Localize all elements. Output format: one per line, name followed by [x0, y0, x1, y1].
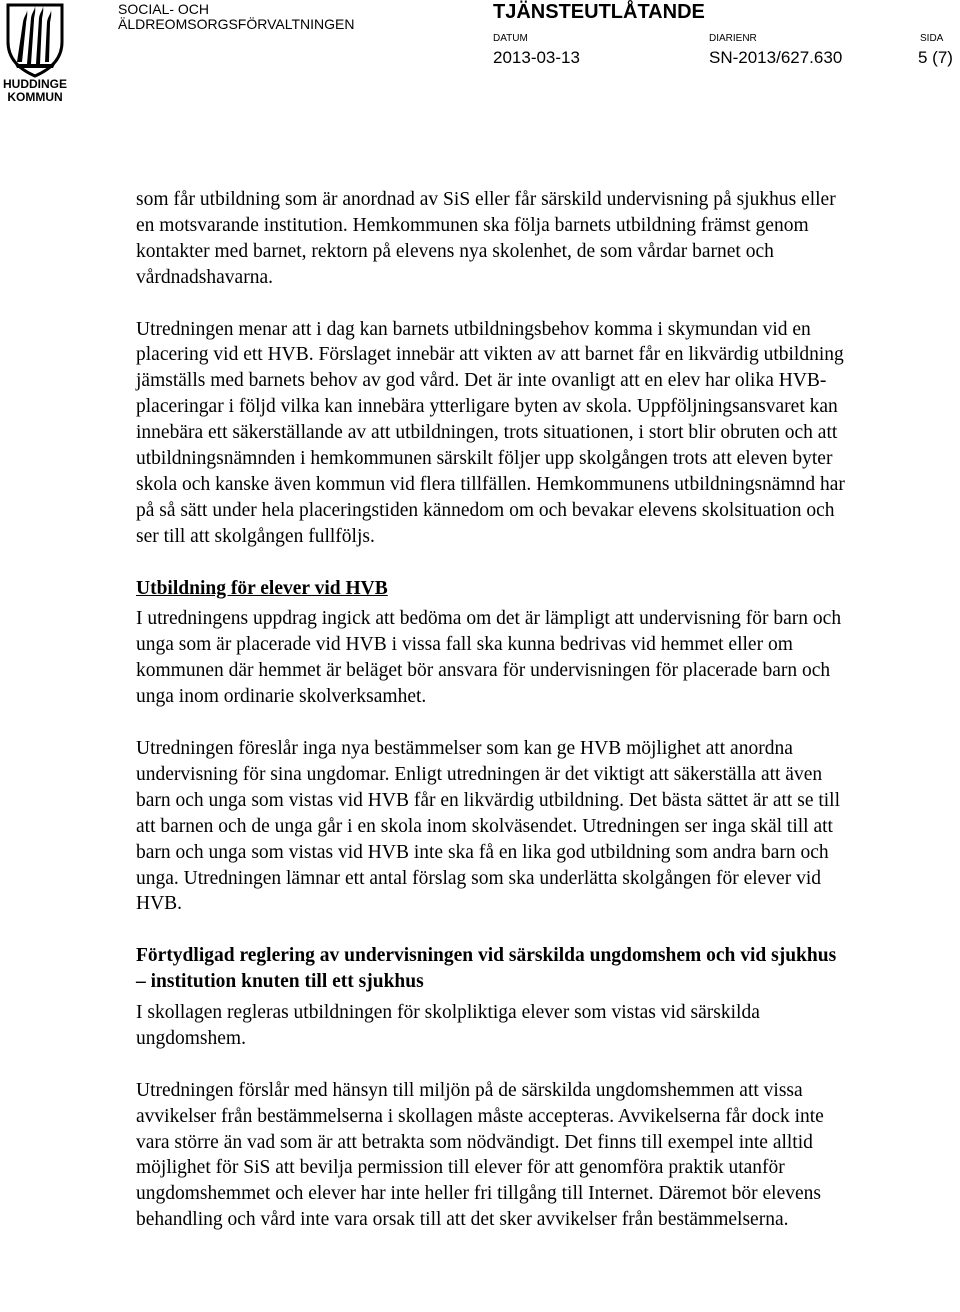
date-label: DATUM: [493, 33, 528, 44]
body-paragraph: Utredningen förslår med hänsyn till miljön på de särskilda ungdomshemmen att vissa avvikelser från bestämmelserna i skollagen måste accepteras. Avvikelserna får dock inte vara större än vad som är att betrakta som nödvändigt. Det finns till exempel inte alltid möjlighet för SiS att bevilja permission till elever för att genomföra praktik utanför ungdomshemmet och elever har inte heller fri tillgång till Internet. Däremot bör elevens behandling och vård inte vara orsak till att det sker avvikelser från bestämmelserna.: [136, 1079, 824, 1231]
page-value: 5 (7): [918, 48, 953, 67]
body-paragraph: I skollagen regleras utbildningen för skolpliktiga elever som vistas vid särskilda ungdomshem.: [136, 1002, 760, 1049]
logo-wordmark: [0, 78, 70, 104]
section-heading: Utbildning för elever vid HVB: [136, 577, 388, 599]
municipality-logo: [0, 0, 70, 108]
document-body: [136, 187, 846, 1259]
department-line2: ÄLDREOMSORGSFÖRVALTNINGEN: [118, 16, 355, 32]
logo-text-line2: KOMMUN: [7, 90, 63, 104]
logo-text-line1: HUDDINGE: [2, 77, 67, 91]
department-line1: SOCIAL- OCH: [118, 1, 210, 17]
document-type: TJÄNSTEUTLÅTANDE: [493, 1, 705, 23]
body-paragraph: Utredningen föreslår inga nya bestämmelser som kan ge HVB möjlighet att anordna undervisning för sina ungdomar. Enligt utredningen är det viktigt att säkerställa att även barn och unga som vistas vid HVB får en likvärdig utbildning. Det bästa sättet är att se till att barnen och de unga går i en skola inom skolväsendet. Utredningen ser inga skäl till att barn och unga som vistas vid HVB inte ska få en lika god utbildning som andra barn och unga. Utredningen lämnar ett antal förslag som ska underlätta skolgången för elever vid HVB.: [136, 737, 841, 915]
section-heading: Förtydligad reglering av undervisningen vid särskilda ungdomshem och vid sjukhus – institution knuten till ett sjukhus: [136, 945, 837, 993]
department-name: [118, 2, 354, 32]
body-paragraph: Utredningen menar att i dag kan barnets utbildningsbehov komma i skymundan vid en placering vid ett HVB. Förslaget innebär att vikten av att barnet får en likvärdig utbildning jämställs med barnets behov av god vård. Det är inte ovanligt att en elev har olika HVB-placeringar i följd vilka kan innebära ytterligare byten av skola. Uppföljningsansvaret kan innebära ett säkerställande av att utbildningen, trots situationen, i stort blir obruten och att utbildningsnämnden i hemkommunen särskilt följer upp skolgången trots att eleven byter skola och kanske även kommun vid flera tillfällen. Hemkommunens utbildningsnämnd har på så sätt under hela placeringstiden kännedom om och bevakar elevens skolsituation och ser till att skolgången fullföljs.: [136, 318, 845, 547]
date-value: 2013-03-13: [493, 48, 580, 67]
diary-label: DIARIENR: [709, 33, 757, 44]
body-paragraph: I utredningens uppdrag ingick att bedöma om det är lämpligt att undervisning för barn och unga som är placerade vid HVB i vissa fall ska kunna bedrivas vid hemmet eller om kommunen där hemmet är beläget bör ansvara för undervisningen för placerade barn och unga inom ordinarie skolverksamhet.: [136, 608, 842, 708]
diary-value: SN-2013/627.630: [709, 48, 843, 67]
page-label: SIDA: [920, 33, 944, 44]
body-paragraph: som får utbildning som är anordnad av SiS eller får särskild undervisning på sjukhus eller en motsvarande institution. Hemkommunen ska följa barnets utbildning främst genom kontakter med barnet, rektorn på elevens nya skolenhet, de som vårdar barnet och vårdnadshavarna.: [136, 189, 836, 288]
shield-crest-icon: [5, 2, 65, 78]
